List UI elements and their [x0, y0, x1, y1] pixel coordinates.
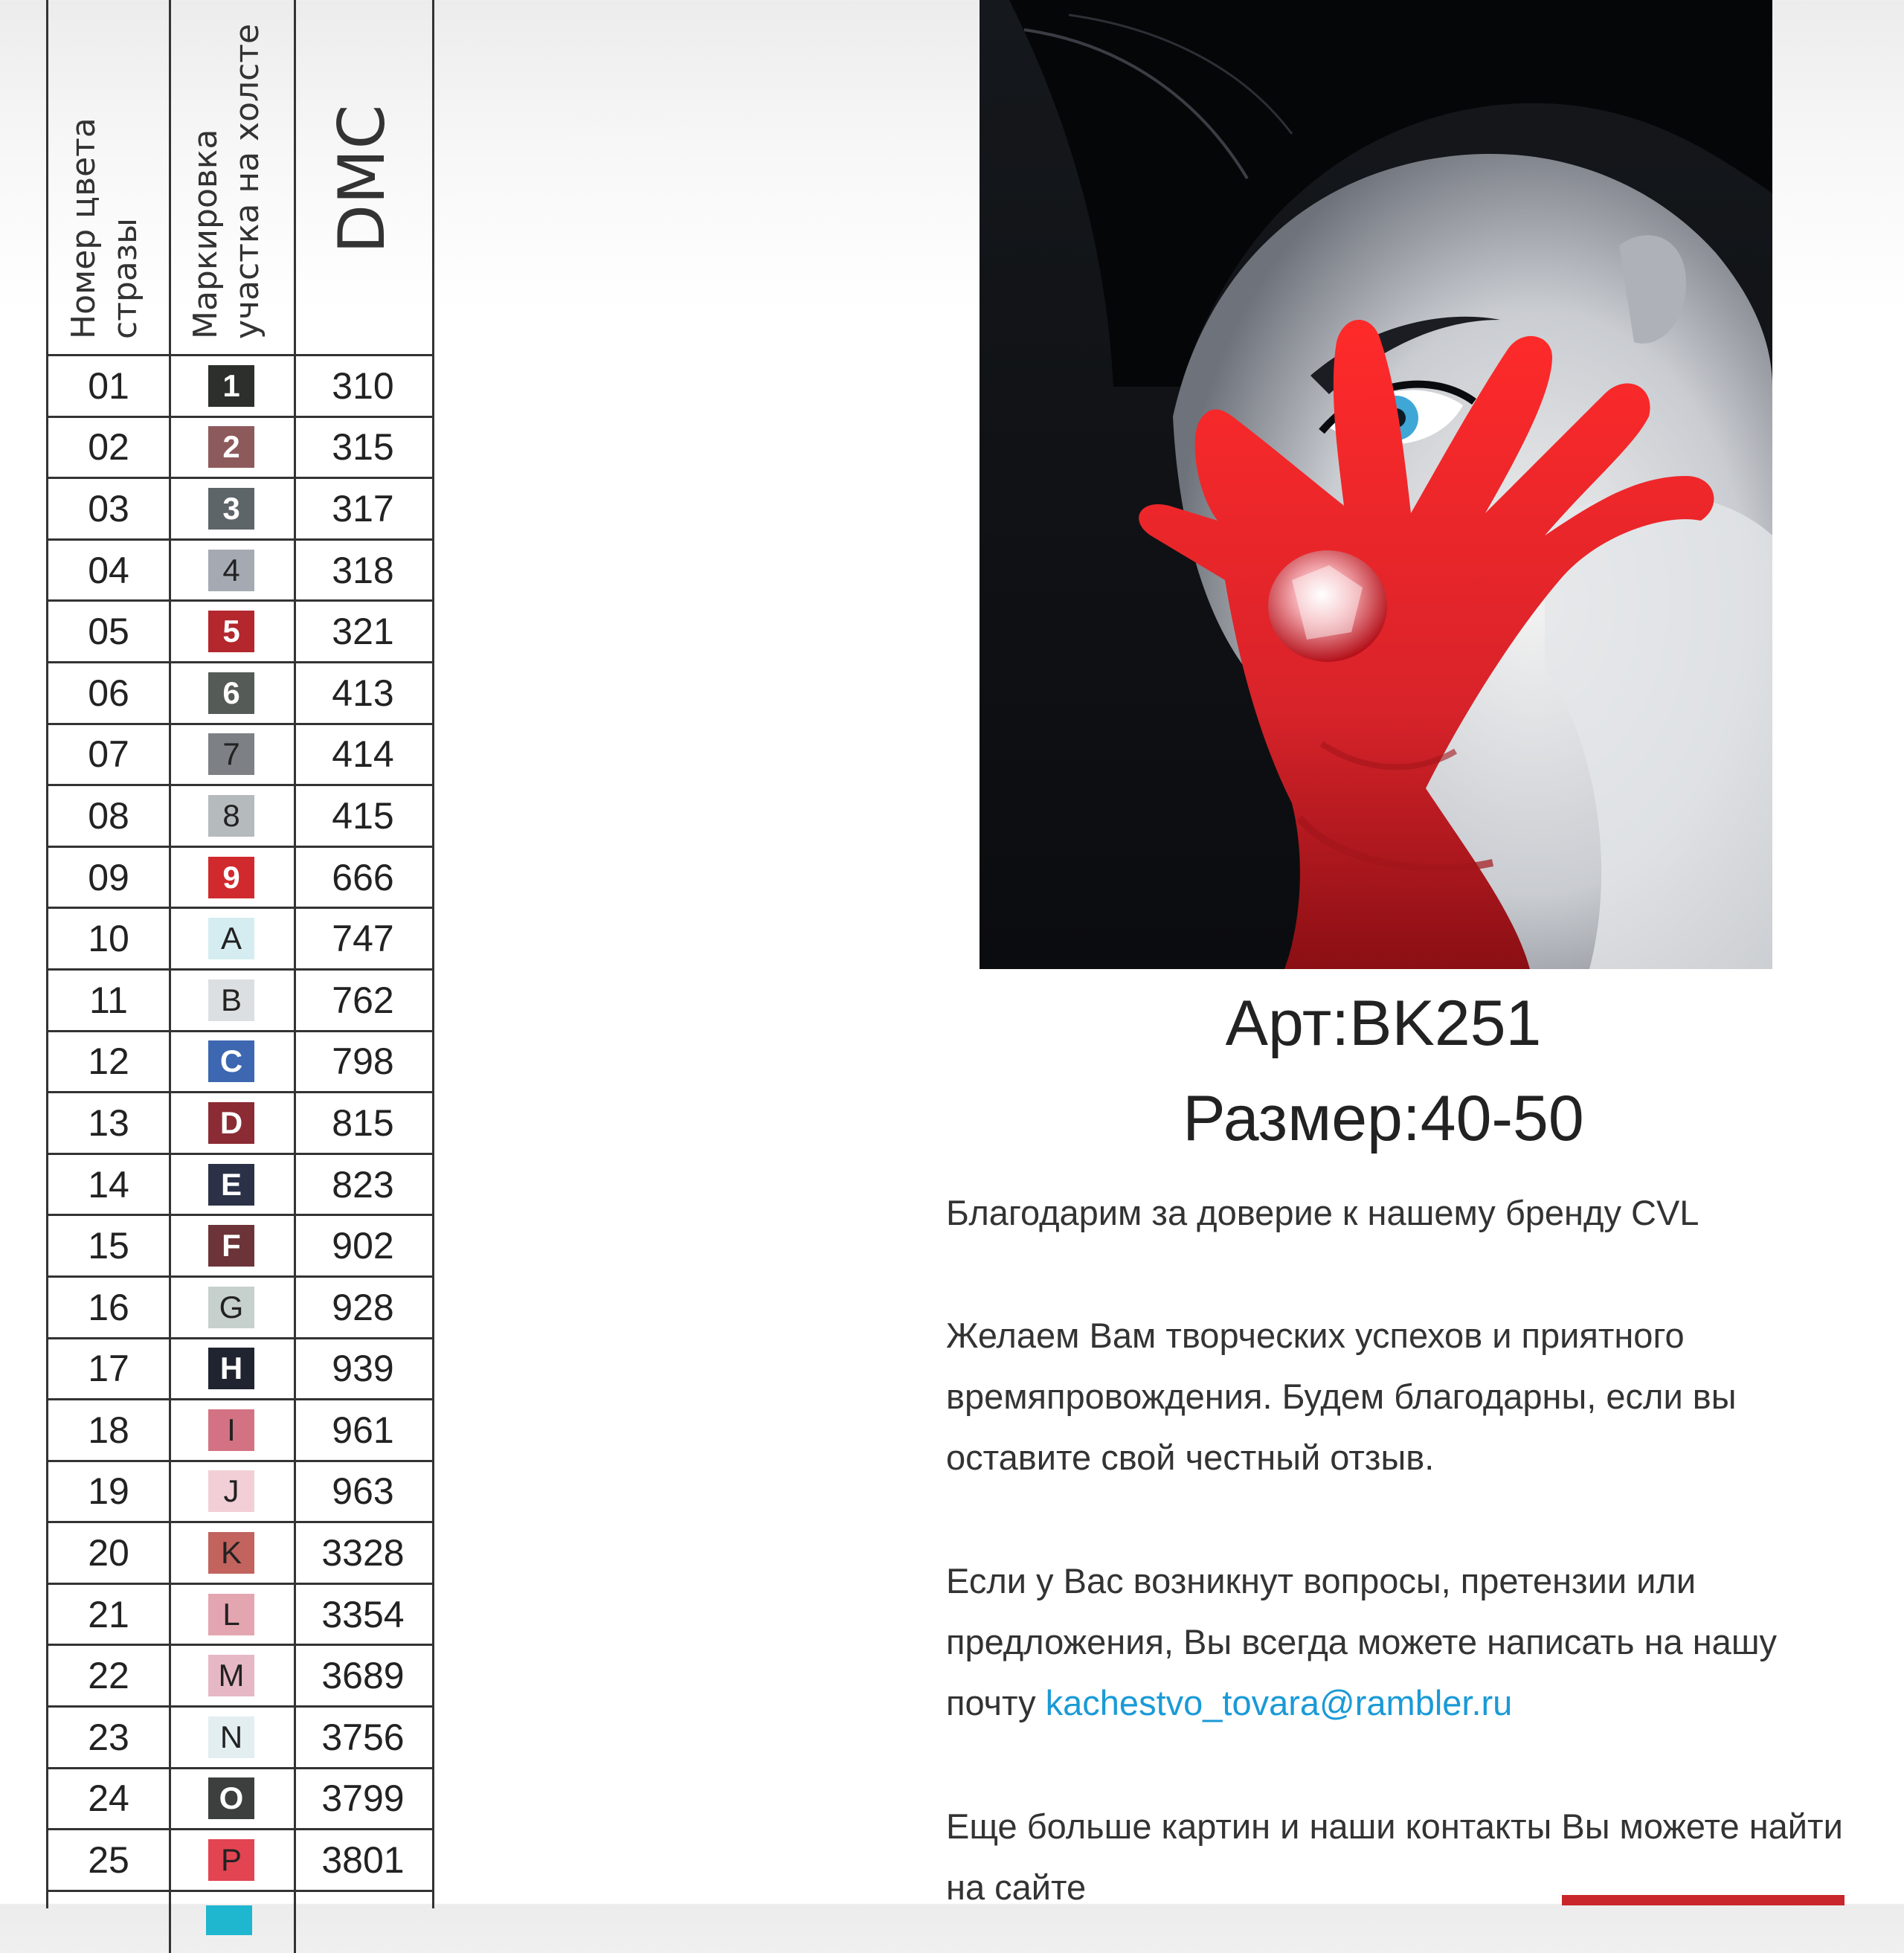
color-swatch: F	[208, 1225, 254, 1267]
legend-row	[48, 1093, 432, 1155]
dmc-code: 939	[332, 1348, 394, 1390]
legend-row	[48, 1830, 432, 1892]
color-number: 16	[88, 1286, 129, 1328]
color-number: 08	[88, 794, 129, 837]
canvas-mark	[169, 1400, 294, 1460]
color-number: 09	[88, 856, 129, 898]
canvas-mark	[169, 909, 294, 968]
dmc-code: 415	[332, 794, 394, 837]
legend-row	[48, 541, 432, 602]
color-number: 04	[88, 549, 129, 591]
legend-row	[48, 971, 432, 1032]
legend-row	[48, 602, 432, 663]
color-swatch: K	[208, 1532, 254, 1574]
canvas-mark	[169, 1462, 294, 1522]
legend-row	[48, 1278, 432, 1339]
color-swatch: 2	[208, 426, 254, 468]
color-number: 21	[88, 1593, 129, 1635]
dmc-code: 3328	[321, 1532, 405, 1574]
color-swatch: L	[208, 1594, 254, 1635]
dmc-code: 902	[332, 1225, 394, 1267]
dmc-code: 315	[332, 426, 394, 469]
color-number: 13	[88, 1101, 129, 1144]
canvas-size: Размер:40-50	[1183, 1083, 1584, 1154]
legend-row	[48, 1339, 432, 1401]
canvas-mark	[169, 1585, 294, 1644]
color-swatch: P	[208, 1839, 254, 1881]
canvas-mark	[169, 725, 294, 785]
canvas-mark	[169, 971, 294, 1030]
canvas-mark	[169, 786, 294, 846]
color-swatch: C	[208, 1040, 254, 1082]
color-swatch: J	[208, 1470, 254, 1512]
canvas-mark	[169, 1523, 294, 1583]
dmc-code: 3801	[321, 1839, 405, 1882]
color-number: 05	[88, 611, 129, 653]
contact-text-body: Если у Вас возникнут вопросы, претензии или предложения, Вы всегда можете написать на нашу почту	[946, 1561, 1778, 1722]
legend-row	[48, 479, 432, 541]
canvas-mark	[169, 1830, 294, 1890]
color-number: 25	[88, 1839, 129, 1882]
header-dmc: DMC	[325, 104, 399, 254]
canvas-mark	[169, 848, 294, 907]
support-email-link[interactable]: kachestvo_tovara@rambler.ru	[1045, 1683, 1513, 1722]
color-number: 10	[88, 918, 129, 960]
canvas-mark	[169, 663, 294, 723]
color-swatch: E	[208, 1164, 254, 1206]
dmc-code: 3756	[321, 1716, 405, 1758]
color-number: 15	[88, 1225, 129, 1267]
dmc-code: 798	[332, 1040, 394, 1083]
legend-row	[48, 663, 432, 725]
dmc-code: 3799	[321, 1777, 405, 1820]
color-swatch: H	[208, 1348, 254, 1389]
canvas-mark	[169, 1216, 294, 1275]
dmc-code: 310	[332, 364, 394, 407]
color-legend-table	[46, 0, 434, 1908]
dmc-code: 414	[332, 733, 394, 776]
legend-row	[48, 418, 432, 480]
legend-header	[48, 0, 432, 356]
color-number: 06	[88, 672, 129, 714]
dmc-code: 317	[332, 487, 394, 530]
color-swatch: N	[208, 1716, 254, 1758]
dmc-code: 321	[332, 611, 394, 653]
canvas-mark	[169, 602, 294, 661]
color-swatch: D	[208, 1102, 254, 1144]
header-canvas-marking: Маркировка участка на холсте	[187, 23, 266, 339]
legend-row	[48, 356, 432, 418]
canvas-mark	[169, 541, 294, 600]
canvas-mark	[169, 1155, 294, 1214]
color-swatch: 1	[208, 365, 254, 407]
legend-row	[48, 1708, 432, 1769]
color-swatch: M	[208, 1655, 254, 1696]
dmc-code: 3689	[321, 1655, 405, 1697]
legend-row	[48, 786, 432, 848]
dmc-code: 963	[332, 1470, 394, 1513]
color-number: 20	[88, 1532, 129, 1574]
dmc-code: 666	[332, 856, 394, 898]
dmc-code: 762	[332, 979, 394, 1021]
canvas-mark	[169, 418, 294, 477]
color-swatch: 8	[208, 795, 254, 837]
legend-row	[48, 1216, 432, 1278]
color-number: 24	[88, 1777, 129, 1820]
dmc-code: 928	[332, 1286, 394, 1328]
canvas-mark	[169, 1646, 294, 1705]
color-number: 03	[88, 487, 129, 530]
canvas-mark	[169, 1708, 294, 1767]
article-number: Арт:BK251	[1225, 988, 1542, 1059]
color-number: 02	[88, 426, 129, 469]
dmc-code: 318	[332, 549, 394, 591]
color-number: 18	[88, 1409, 129, 1451]
color-swatch: O	[208, 1777, 254, 1819]
legend-row	[48, 1462, 432, 1524]
color-swatch: 4	[208, 550, 254, 591]
legend-row	[48, 909, 432, 971]
color-number: 14	[88, 1163, 129, 1206]
canvas-mark	[169, 1339, 294, 1399]
woman-red-glove-illustration	[980, 0, 1772, 969]
legend-row-partial	[48, 1892, 432, 1953]
wishes-text: Желаем Вам творческих успехов и приятного времяпровождения. Будем благодарны, если вы оставите свой честный отзыв.	[946, 1316, 1737, 1477]
color-number: 19	[88, 1470, 129, 1513]
legend-row	[48, 1523, 432, 1585]
color-swatch: 6	[208, 672, 254, 714]
color-number: 07	[88, 733, 129, 776]
color-swatch: 9	[208, 857, 254, 898]
legend-row	[48, 1400, 432, 1462]
legend-row	[48, 1769, 432, 1831]
legend-row	[48, 725, 432, 787]
color-swatch: A	[208, 918, 254, 959]
color-swatch: 3	[208, 488, 254, 530]
canvas-mark	[169, 1769, 294, 1829]
legend-row	[48, 1155, 432, 1217]
dmc-code: 823	[332, 1163, 394, 1206]
swatch-partial	[206, 1905, 252, 1935]
header-color-number: Номер цвета стразы	[65, 118, 144, 339]
legend-row	[48, 1585, 432, 1647]
color-number: 23	[88, 1716, 129, 1758]
website-text: Еще больше картин и наши контакты Вы можете найти на сайте	[946, 1806, 1843, 1907]
canvas-mark	[169, 479, 294, 538]
canvas-mark	[169, 356, 294, 416]
legend-row	[48, 848, 432, 910]
canvas-mark	[169, 1032, 294, 1092]
canvas-mark	[169, 1093, 294, 1153]
color-swatch: 5	[208, 611, 254, 652]
legend-rows	[48, 356, 432, 1892]
canvas-mark	[169, 1278, 294, 1337]
legend-row	[48, 1646, 432, 1708]
color-swatch: B	[208, 979, 254, 1021]
color-swatch: 7	[208, 733, 254, 775]
color-number: 22	[88, 1655, 129, 1697]
color-swatch: G	[208, 1287, 254, 1328]
color-swatch: I	[208, 1409, 254, 1451]
thanks-text: Благодарим за доверие к нашему бренду CVL	[946, 1193, 1699, 1232]
contact-text	[946, 1551, 1876, 1734]
dmc-code: 961	[332, 1409, 394, 1451]
dmc-code: 815	[332, 1101, 394, 1144]
color-number: 11	[89, 979, 128, 1021]
dmc-code: 413	[332, 672, 394, 714]
color-number: 01	[88, 364, 129, 407]
product-photo	[980, 0, 1772, 969]
color-number: 17	[88, 1348, 129, 1390]
dmc-code: 747	[332, 918, 394, 960]
dmc-code: 3354	[321, 1593, 405, 1635]
color-number: 12	[88, 1040, 129, 1083]
legend-row	[48, 1032, 432, 1094]
